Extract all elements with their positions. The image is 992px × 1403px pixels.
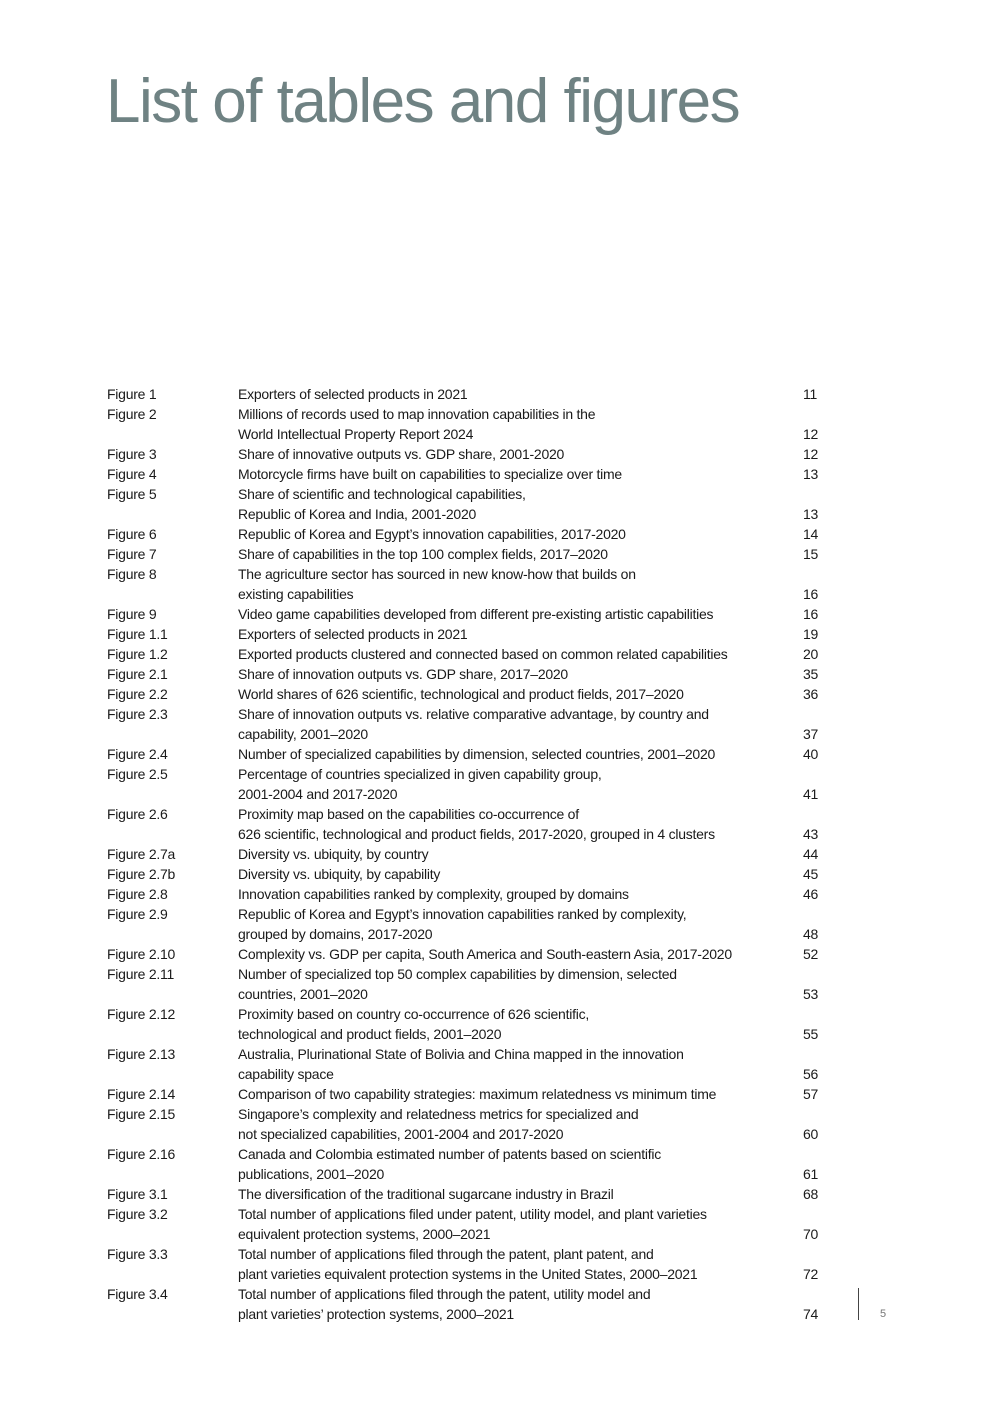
figure-title-line: Exported products clustered and connected based on common related capabilities (238, 646, 728, 662)
figure-label: Figure 2.2 (107, 686, 168, 702)
figure-title-line: not specialized capabilities, 2001-2004 and 2017-2020 (238, 1126, 564, 1142)
figure-page-number: 37 (803, 726, 819, 742)
list-item[interactable] (107, 624, 827, 644)
figure-title-line: plant varieties equivalent protection systems in the United States, 2000–2021 (238, 1266, 698, 1282)
figure-title (238, 1244, 803, 1284)
figure-title-line: Millions of records used to map innovation capabilities in the (238, 406, 596, 422)
figure-title-line: Exporters of selected products in 2021 (238, 386, 468, 402)
figure-label: Figure 5 (107, 486, 157, 502)
figure-page-number: 68 (803, 1186, 819, 1202)
figure-page-number: 74 (803, 1306, 819, 1322)
figure-label: Figure 2.7a (107, 846, 176, 862)
list-item[interactable] (107, 944, 827, 964)
page-number: 5 (880, 1308, 887, 1320)
list-item[interactable] (107, 684, 827, 704)
figure-page-number: 57 (803, 1086, 819, 1102)
figure-label: Figure 2.6 (107, 806, 168, 822)
figure-page-number: 48 (803, 926, 819, 942)
figure-page-number: 44 (803, 846, 819, 862)
figure-title (238, 964, 803, 1004)
figure-label: Figure 2.7b (107, 866, 176, 882)
list-item[interactable] (107, 844, 827, 864)
list-item[interactable] (107, 864, 827, 884)
figure-title-line: countries, 2001–2020 (238, 986, 368, 1002)
figure-label: Figure 2.15 (107, 1106, 176, 1122)
figure-title (238, 944, 803, 964)
figure-title-line: Canada and Colombia estimated number of patents based on scientific (238, 1146, 661, 1162)
list-item[interactable] (107, 1284, 827, 1324)
figure-title (238, 404, 803, 444)
list-item[interactable] (107, 464, 827, 484)
list-item[interactable] (107, 1184, 827, 1204)
figure-title-line: Share of capabilities in the top 100 complex fields, 2017–2020 (238, 546, 608, 562)
figure-label: Figure 2.3 (107, 706, 168, 722)
figure-page-number: 13 (803, 506, 819, 522)
figure-title-line: existing capabilities (238, 586, 354, 602)
figure-page-number: 36 (803, 686, 819, 702)
figure-title-line: World shares of 626 scientific, technological and product fields, 2017–2020 (238, 686, 684, 702)
figure-label: Figure 2.11 (107, 966, 175, 982)
figure-title-line: Exporters of selected products in 2021 (238, 626, 468, 642)
footer-divider (858, 1288, 859, 1320)
figure-page-number: 46 (803, 886, 819, 902)
figure-title-line: Australia, Plurinational State of Bolivia and China mapped in the innovation (238, 1046, 684, 1062)
figure-title-line: Total number of applications filed through the patent, plant patent, and (238, 1246, 654, 1262)
figure-title-line: Share of innovation outputs vs. relative comparative advantage, by country and (238, 706, 709, 722)
figure-label: Figure 1 (107, 386, 157, 402)
figure-title-line: Share of innovative outputs vs. GDP share, 2001-2020 (238, 446, 565, 462)
list-item[interactable] (107, 804, 827, 844)
figure-title (238, 1144, 803, 1184)
figure-title-line: capability space (238, 1066, 334, 1082)
figure-page-number: 20 (803, 646, 819, 662)
figure-label: Figure 2.4 (107, 746, 168, 762)
figure-label: Figure 2.14 (107, 1086, 176, 1102)
figure-label: Figure 2.10 (107, 946, 176, 962)
list-item[interactable] (107, 444, 827, 464)
figure-title (238, 384, 803, 404)
figure-label: Figure 2.1 (107, 666, 168, 682)
figure-title (238, 604, 803, 624)
list-item[interactable] (107, 1144, 827, 1184)
figure-title (238, 884, 803, 904)
list-item[interactable] (107, 1044, 827, 1084)
figure-title-line: Share of innovation outputs vs. GDP share, 2017–2020 (238, 666, 568, 682)
page-title: List of tables and figures (106, 67, 740, 136)
figure-page-number: 41 (803, 786, 819, 802)
figure-title-line: Complexity vs. GDP per capita, South America and South-eastern Asia, 2017-2020 (238, 946, 732, 962)
figure-title (238, 644, 803, 664)
figure-title-line: Share of scientific and technological capabilities, (238, 486, 526, 502)
figure-title (238, 704, 803, 744)
figure-title-line: Percentage of countries specialized in given capability group, (238, 766, 602, 782)
figure-title (238, 864, 803, 884)
figure-title (238, 904, 803, 944)
figure-label: Figure 4 (107, 466, 157, 482)
figure-title-line: The agriculture sector has sourced in new know-how that builds on (238, 566, 636, 582)
figure-label: Figure 1.2 (107, 646, 168, 662)
figure-title (238, 444, 803, 464)
figure-label: Figure 2.8 (107, 886, 168, 902)
figure-page-number: 72 (803, 1266, 819, 1282)
list-item[interactable] (107, 664, 827, 684)
figure-title-line: Total number of applications filed through the patent, utility model and (238, 1286, 651, 1302)
figure-title-line: 2001-2004 and 2017-2020 (238, 786, 398, 802)
list-item[interactable] (107, 1204, 827, 1244)
list-item[interactable] (107, 384, 827, 404)
figure-title (238, 1284, 803, 1324)
figure-title-line: The diversification of the traditional sugarcane industry in Brazil (238, 1186, 614, 1202)
figure-title-line: Diversity vs. ubiquity, by capability (238, 866, 441, 882)
figure-title (238, 624, 803, 644)
figure-label: Figure 3 (107, 446, 157, 462)
list-item[interactable] (107, 484, 827, 524)
list-item[interactable] (107, 544, 827, 564)
figure-title-line: publications, 2001–2020 (238, 1166, 385, 1182)
figure-title-line: Innovation capabilities ranked by complexity, grouped by domains (238, 886, 629, 902)
figure-title-line: grouped by domains, 2017-2020 (238, 926, 433, 942)
figure-page-number: 70 (803, 1226, 819, 1242)
figures-list (107, 384, 827, 1324)
figure-title-line: Proximity map based on the capabilities co-occurrence of (238, 806, 579, 822)
figure-page-number: 16 (803, 586, 819, 602)
figure-page-number: 56 (803, 1066, 819, 1082)
figure-title-line: Total number of applications filed under patent, utility model, and plant varieties (238, 1206, 707, 1222)
list-item[interactable] (107, 564, 827, 604)
figure-title-line: Diversity vs. ubiquity, by country (238, 846, 429, 862)
figure-title-line: Number of specialized top 50 complex capabilities by dimension, selected (238, 966, 677, 982)
figure-title (238, 564, 803, 604)
figure-page-number: 16 (803, 606, 819, 622)
figure-title-line: Republic of Korea and Egypt’s innovation capabilities, 2017-2020 (238, 526, 626, 542)
figure-title (238, 1044, 803, 1084)
figure-label: Figure 2.12 (107, 1006, 176, 1022)
list-item[interactable] (107, 904, 827, 944)
figure-page-number: 12 (803, 426, 819, 442)
figure-title-line: World Intellectual Property Report 2024 (238, 426, 474, 442)
list-item[interactable] (107, 1104, 827, 1144)
figure-title (238, 464, 803, 484)
figure-title (238, 1084, 803, 1104)
figure-page-number: 61 (803, 1166, 819, 1182)
figure-title-line: Republic of Korea and India, 2001-2020 (238, 506, 477, 522)
figure-label: Figure 3.2 (107, 1206, 168, 1222)
list-item[interactable] (107, 764, 827, 804)
figure-page-number: 40 (803, 746, 819, 762)
list-item[interactable] (107, 1084, 827, 1104)
figure-title (238, 1104, 803, 1144)
list-item[interactable] (107, 1244, 827, 1284)
figure-label: Figure 9 (107, 606, 157, 622)
figure-title (238, 1204, 803, 1244)
figure-title-line: Proximity based on country co-occurrence of 626 scientific, (238, 1006, 589, 1022)
figure-title-line: technological and product fields, 2001–2020 (238, 1026, 502, 1042)
figure-title (238, 844, 803, 864)
figure-title (238, 744, 803, 764)
figure-title-line: capability, 2001–2020 (238, 726, 368, 742)
figure-title-line: Singapore’s complexity and relatedness metrics for specialized and (238, 1106, 639, 1122)
figure-title (238, 664, 803, 684)
figure-title-line: Comparison of two capability strategies: maximum relatedness vs minimum time (238, 1086, 717, 1102)
figure-label: Figure 1.1 (107, 626, 168, 642)
list-item[interactable] (107, 604, 827, 624)
figure-page-number: 52 (803, 946, 819, 962)
figure-title-line: Motorcycle firms have built on capabilities to specialize over time (238, 466, 622, 482)
figure-page-number: 45 (803, 866, 819, 882)
figure-page-number: 15 (803, 546, 819, 562)
figure-title (238, 684, 803, 704)
list-item[interactable] (107, 964, 827, 1004)
figure-label: Figure 2.13 (107, 1046, 176, 1062)
figure-title (238, 484, 803, 524)
figure-label: Figure 6 (107, 526, 157, 542)
list-item[interactable] (107, 404, 827, 444)
list-item[interactable] (107, 704, 827, 744)
figure-label: Figure 3.1 (107, 1186, 168, 1202)
list-item[interactable] (107, 644, 827, 664)
list-item[interactable] (107, 1004, 827, 1044)
figure-title (238, 544, 803, 564)
figure-page-number: 55 (803, 1026, 819, 1042)
figure-title-line: Number of specialized capabilities by dimension, selected countries, 2001–2020 (238, 746, 716, 762)
figure-title-line: plant varieties’ protection systems, 2000–2021 (238, 1306, 514, 1322)
figure-label: Figure 2.5 (107, 766, 168, 782)
figure-title-line: equivalent protection systems, 2000–2021 (238, 1226, 491, 1242)
figure-title (238, 524, 803, 544)
figure-page-number: 13 (803, 466, 819, 482)
list-item[interactable] (107, 744, 827, 764)
figure-label: Figure 7 (107, 546, 157, 562)
figure-page-number: 53 (803, 986, 819, 1002)
figure-title (238, 804, 803, 844)
figure-label: Figure 3.4 (107, 1286, 168, 1302)
list-item[interactable] (107, 884, 827, 904)
figure-page-number: 14 (803, 526, 819, 542)
list-item[interactable] (107, 524, 827, 544)
figure-title (238, 764, 803, 804)
figure-page-number: 60 (803, 1126, 819, 1142)
figure-page-number: 35 (803, 666, 819, 682)
figure-label: Figure 2 (107, 406, 157, 422)
figure-page-number: 19 (803, 626, 819, 642)
figure-page-number: 43 (803, 826, 819, 842)
figure-title (238, 1184, 803, 1204)
figure-title (238, 1004, 803, 1044)
figure-title-line: 626 scientific, technological and product fields, 2017-2020, grouped in 4 clusters (238, 826, 715, 842)
figure-label: Figure 8 (107, 566, 157, 582)
figure-label: Figure 2.9 (107, 906, 168, 922)
figure-page-number: 11 (803, 386, 818, 402)
figure-title-line: Republic of Korea and Egypt’s innovation capabilities ranked by complexity, (238, 906, 687, 922)
figure-page-number: 12 (803, 446, 819, 462)
figure-label: Figure 3.3 (107, 1246, 168, 1262)
figure-title-line: Video game capabilities developed from different pre-existing artistic capabilities (238, 606, 714, 622)
figure-label: Figure 2.16 (107, 1146, 176, 1162)
